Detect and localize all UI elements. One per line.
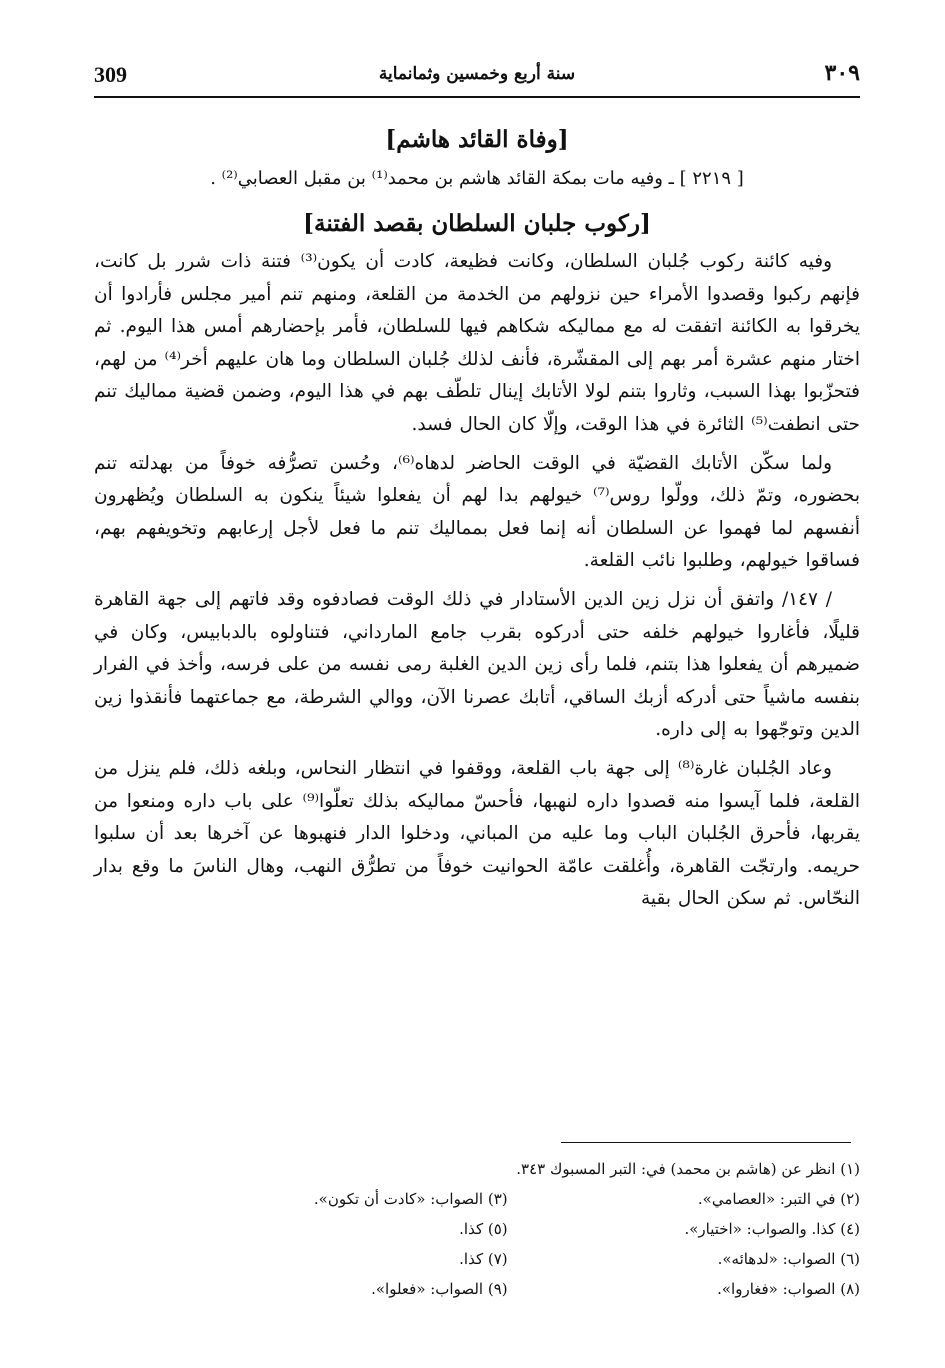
footnote-row: [94, 1244, 860, 1274]
paragraph-4: وعاد الجُلبان غارة⁽⁸⁾ إلى جهة باب القلعة، ووقفوا في انتظار النحاس، وبلغه ذلك، فلم ينزل من القلعة، فلما آيسوا منه قصدوا داره لنهبها، فأحسّ مماليكه بذلك تعلّوا⁽⁹⁾ على باب داره ومنعوا من يقربها، فأحرق الجُلبان الباب وما عليه من المباني، ودخلوا الدار فنهبوها عن آخرها بعد أن سلبوا حريمه. وارتجّت القاهرة، وأُغلقت عامّة الحوانيت خوفاً من تطرُّق النهب، وهال الناسَ ما وقع بدار النحّاس. ثم سكن الحال بقية: [94, 757, 860, 910]
footnote-8: (٨) الصواب: «فغاروا».: [717, 1280, 860, 1298]
footnote-5: (٥) كذا.: [459, 1220, 508, 1238]
footnote-row: [94, 1214, 860, 1244]
footnote-4: (٤) كذا. والصواب: «اختيار».: [684, 1220, 860, 1238]
paragraph-2: ولما سكّن الأتابك القضيّة في الوقت الحاضر لدهاه⁽⁶⁾، وحُسن تصرُّفه خوفاً من بهدلته تنم بحضوره، وتمّ ذلك، وولّوا روس⁽⁷⁾ خيولهم بدا لهم أن يفعلوا شيئاً ينكون به السلطان ويُظهرون أنفسهم لما فهموا عن السلطان أنه إنما فعل بمماليك تنم ما فعل لأجل إرعابهم وتخويفهم بهم، فساقوا خيولهم، وطلبوا نائب القلعة.: [94, 452, 860, 572]
paragraph-3: / ١٤٧/ واتفق أن نزل زين الدين الأستادار في ذلك الوقت فصادفوه وقد فاتهم إلى جهة القاهرة قليلًا، فأغاروا خيولهم خلفه حتى أدركوه بقرب جامع المارداني، فتناولوه بالدبابيس، وكان في ضميرهم أن يفعلوا هذا بتنم، فلما رأى زين الدين الغلبة رمى نفسه من على فرسه، وأخذ في الفرار بنفسه ماشياً حتى أدركه أزبك الساقي، أتابك عصرنا الآن، ووالي الشرطة، مع جماعتهما فأنقذوا زين الدين وتوجّهوا به إلى داره.: [94, 588, 860, 741]
entry-2219: [ ٢٢١٩ ] ـ وفيه مات بمكة القائد هاشم بن محمد⁽¹⁾ بن مقبل العصابي⁽²⁾ .: [210, 168, 744, 189]
page-number-arabic: ٣٠٩: [824, 60, 860, 86]
footnote-divider: [561, 1142, 851, 1143]
section-title-death-of-hashim: [وفاة القائد هاشم]: [385, 126, 569, 153]
footnote-3: (٣) الصواب: «كادت أن تكون».: [313, 1190, 508, 1208]
page-header: [94, 58, 860, 98]
footnote-7: (٧) كذا.: [459, 1250, 508, 1268]
footnote-1: (١) انظر عن (هاشم بن محمد) في: التبر المسبوك ٣٤٣.: [516, 1160, 860, 1178]
section-title-julban-uprising: [ركوب جلبان السلطان بقصد الفتنة]: [303, 210, 651, 237]
page-number-latin: 309: [94, 62, 127, 87]
footnote-row: [94, 1184, 860, 1214]
header-divider: [94, 96, 860, 98]
main-text: [94, 118, 860, 922]
running-title: سنة أربع وخمسين وثمانماية: [378, 64, 576, 84]
footnote-9: (٩) الصواب: «فعلوا».: [371, 1280, 508, 1298]
footnote-row: [94, 1274, 860, 1304]
footnotes: [94, 1154, 860, 1304]
footnote-row: [94, 1154, 860, 1184]
footnote-6: (٦) الصواب: «لدهائه».: [717, 1250, 860, 1268]
footnote-2: (٢) في التبر: «العصامي».: [697, 1190, 860, 1208]
paragraph-1: وفيه كائنة ركوب جُلبان السلطان، وكانت فظيعة، كادت أن يكون⁽³⁾ فتنة ذات شرر بل كانت، فإنهم ركبوا وقصدوا الأمراء حين نزولهم من الخدمة من القلعة، ومنهم تنم أمير مجلس فأرادوا أن يخرقوا به الكائنة اتفقت له مع مماليكه شكاهم فيها للسلطان، فأمر بإحضارهم أمس هذا اليوم. ثم اختار منهم عشرة أمر بهم إلى المقشّرة، فأنف لذلك جُلبان السلطان وما هان عليهم أخر⁽⁴⁾ من لهم، فتحزّبوا بهذا السبب، وثاروا بتنم لولا الأتابك إينال تلطّف بهم في هذا اليوم، وضمن قضية مماليك تنم حتى انطفت⁽⁵⁾ الثائرة في هذا الوقت، وإلّا كان الحال فسد.: [94, 251, 861, 435]
